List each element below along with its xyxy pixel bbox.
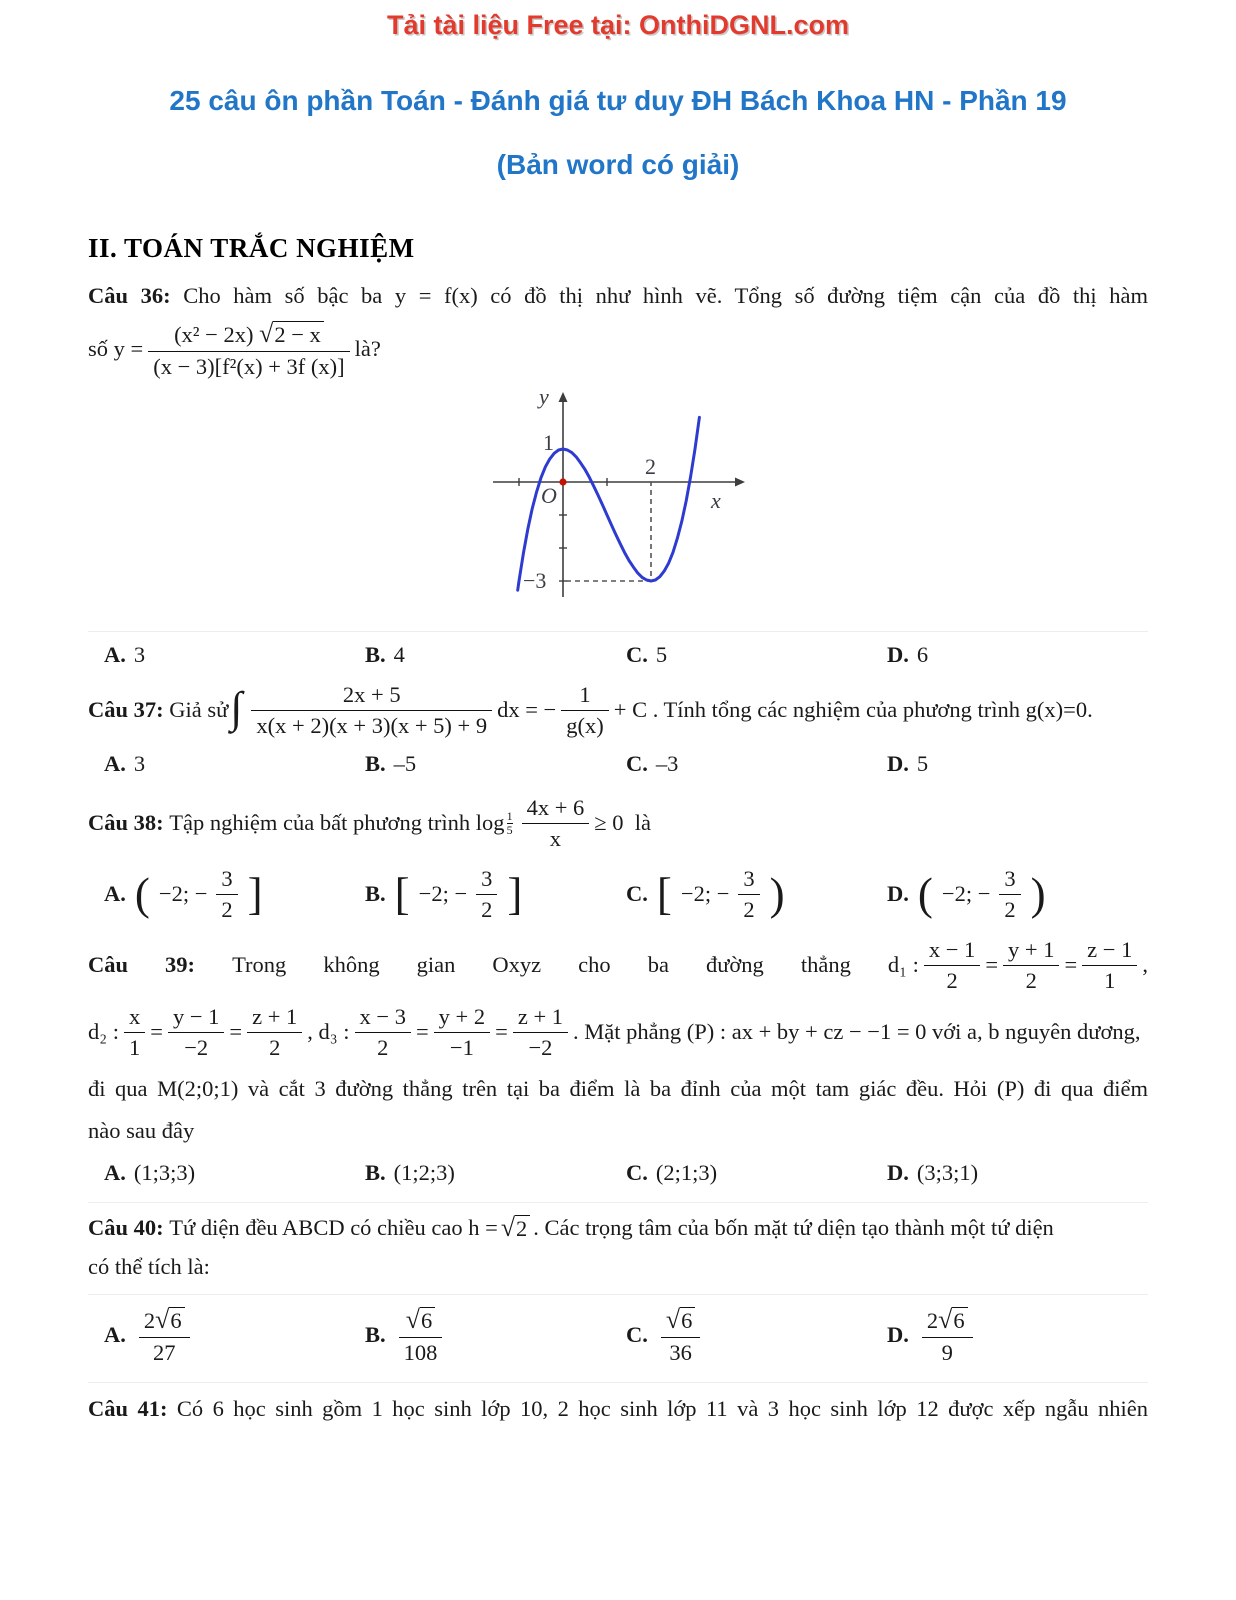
q36-fraction: $\frac{\text{(x² − 2x) √2 − x}}{\text{(x − 3)[f²(x) + 3f (x)]}}$ bbox=[148, 319, 349, 380]
sqrt-icon: √ bbox=[259, 318, 274, 348]
question-39-line2: d₂ : $\frac{x}{1}$ = $\frac{y - 1}{-2}$ = $\frac{z + 1}{2}$ , d₃ : $\frac{x - 3}{2}$ = $\frac{y + 2}{-1}$ = $\frac{z + 1}{-2}$ . Mặt phẳng (P) : ax + by + cz − −1 = 0 với a, b nguyên dương, bbox=[88, 1003, 1141, 1060]
question-38-options bbox=[88, 866, 1148, 923]
question-39-label: Câu bbox=[88, 952, 129, 978]
site-link[interactable]: Tải tài liệu Free tại: OnthiDGNL.com bbox=[386, 10, 850, 40]
sqrt-icon: √ bbox=[500, 1212, 516, 1242]
question-39-line1: Câu 39: Trong không gian Oxyz cho ba đường thẳng d₁ : $\frac{x - 1}{2}$ = $\frac{y + 1}{2}$ = $\frac{z - 1}{1}$ , bbox=[88, 936, 1148, 993]
site-banner bbox=[88, 10, 1148, 41]
option-36-B: B. 4 bbox=[365, 641, 405, 667]
question-40-text: Câu 40: Tứ diện đều ABCD có chiều cao h = √2 . Các trọng tâm của bốn mặt tứ diện tạo thành một tứ diện bbox=[88, 1202, 1148, 1243]
q37-fraction-2: $\frac{1}{g(x)}$ bbox=[561, 682, 609, 739]
question-38-label: Câu 38: bbox=[88, 810, 164, 836]
q37-fraction-1: $\frac{2x + 5}{x(x + 2)(x + 3)(x + 5) + 9}$ bbox=[251, 682, 492, 739]
question-37-text: Câu 37: Giả sử ∫ $\frac{2x + 5}{x(x + 2)(x + 3)(x + 5) + 9}$ dx = − $\frac{1}{g(x)}$ + C . Tính tổng các nghiệm của phương trình g(x)=0. bbox=[88, 681, 1093, 738]
origin-label: O bbox=[541, 482, 557, 508]
line-d3: , d₃ : bbox=[307, 1019, 350, 1045]
log-symbol: log bbox=[475, 810, 505, 836]
option-38-B: B. [ −2; − $\frac{3}{2}$ ] bbox=[365, 865, 523, 922]
question-39-line3: đi qua M(2;0;1) và cắt 3 đường thẳng trên tại ba điểm là ba đỉnh của một tam giác đều. Hỏi (P) đi qua điểm bbox=[88, 1075, 1148, 1101]
question-38-text: Câu 38: Tập nghiệm của bất phương trình log 1 5 $\frac{4x + 6}{x}$ ≥ 0 là bbox=[88, 794, 651, 851]
option-40-C: C. $\frac{√6}{36}$ bbox=[626, 1305, 887, 1366]
x-axis-arrow-icon bbox=[735, 477, 745, 486]
y-axis-arrow-icon bbox=[559, 392, 568, 402]
option-40-B: B. $\frac{√6}{108}$ bbox=[365, 1305, 626, 1366]
question-39-options bbox=[88, 1160, 1148, 1186]
question-37-label: Câu 37: bbox=[88, 697, 164, 723]
page-title: 25 câu ôn phần Toán - Đánh giá tư duy ĐH Bách Khoa HN - Phần 19 bbox=[169, 85, 1067, 116]
option-36-D: D. 6 bbox=[887, 641, 929, 667]
label-x2: 2 bbox=[645, 453, 656, 479]
question-41-text: Câu 41: Có 6 học sinh gồm 1 học sinh lớp 10, 2 học sinh lớp 11 và 3 học sinh lớp 12 được xếp ngẫu nhiên bbox=[88, 1382, 1148, 1426]
question-36-formula: số y = $\frac{\text{(x² − 2x) √2 − x}}{\text{(x − 3)[f²(x) + 3f (x)]}}$ là? bbox=[88, 318, 381, 379]
option-39-A: A. (1;3;3) bbox=[104, 1159, 196, 1185]
option-39-C: C. (2;1;3) bbox=[626, 1159, 718, 1185]
line-d1: d₁ : $\frac{x - 1}{2}$ = $\frac{y + 1}{2}$ = $\frac{z - 1}{1}$ , bbox=[887, 936, 1148, 993]
option-37-C: C. –3 bbox=[626, 750, 679, 776]
y-axis-label: y bbox=[539, 383, 549, 409]
min-guide-dashes bbox=[566, 482, 651, 581]
question-37-options bbox=[88, 751, 1148, 777]
question-39-line4: nào sau đây bbox=[88, 1118, 195, 1144]
option-40-A: A. $\frac{2√6}{27}$ bbox=[104, 1305, 365, 1366]
line-d2: d₂ : bbox=[88, 1019, 119, 1045]
label-y1: 1 bbox=[543, 429, 554, 455]
question-40-line2: có thể tích là: bbox=[88, 1253, 210, 1279]
log-base-fraction: 1 5 bbox=[506, 809, 513, 837]
option-37-B: B. –5 bbox=[365, 750, 417, 776]
option-39-B: B. (1;2;3) bbox=[365, 1159, 455, 1185]
integral-icon: ∫ bbox=[230, 682, 243, 732]
option-36-A: A. 3 bbox=[104, 641, 146, 667]
label-yminus3: −3 bbox=[523, 567, 547, 593]
option-37-D: D. 5 bbox=[887, 750, 929, 776]
section-heading: II. TOÁN TRẮC NGHIỆM bbox=[88, 233, 415, 263]
cubic-graph-svg bbox=[453, 382, 783, 614]
option-36-C: C. 5 bbox=[626, 641, 668, 667]
option-38-D: D. ( −2; − $\frac{3}{2}$ ) bbox=[887, 865, 1046, 922]
question-36-label: Câu 36: bbox=[88, 283, 171, 308]
page-subtitle: (Bản word có giải) bbox=[496, 149, 740, 180]
option-39-D: D. (3;3;1) bbox=[887, 1159, 979, 1185]
question-40-options bbox=[88, 1294, 1148, 1366]
question-36-text: Câu 36: Cho hàm số bậc ba y = f(x) có đồ thị như hình vẽ. Tổng số đường tiệm cận của đồ thị hàm bbox=[88, 283, 1148, 308]
x-axis-label: x bbox=[711, 487, 721, 513]
question-40-label: Câu 40: bbox=[88, 1214, 164, 1240]
option-38-C: C. [ −2; − $\frac{3}{2}$ ) bbox=[626, 865, 785, 922]
option-37-A: A. 3 bbox=[104, 750, 146, 776]
option-40-D: D. $\frac{2√6}{9}$ bbox=[887, 1305, 1148, 1366]
function-graph bbox=[88, 382, 1148, 619]
question-41-label: Câu 41: bbox=[88, 1395, 168, 1421]
option-38-A: A. ( −2; − $\frac{3}{2}$ ] bbox=[104, 865, 263, 922]
question-36-options bbox=[88, 631, 1148, 668]
q38-fraction: $\frac{4x + 6}{x}$ bbox=[522, 795, 590, 852]
origin-dot bbox=[559, 478, 566, 485]
